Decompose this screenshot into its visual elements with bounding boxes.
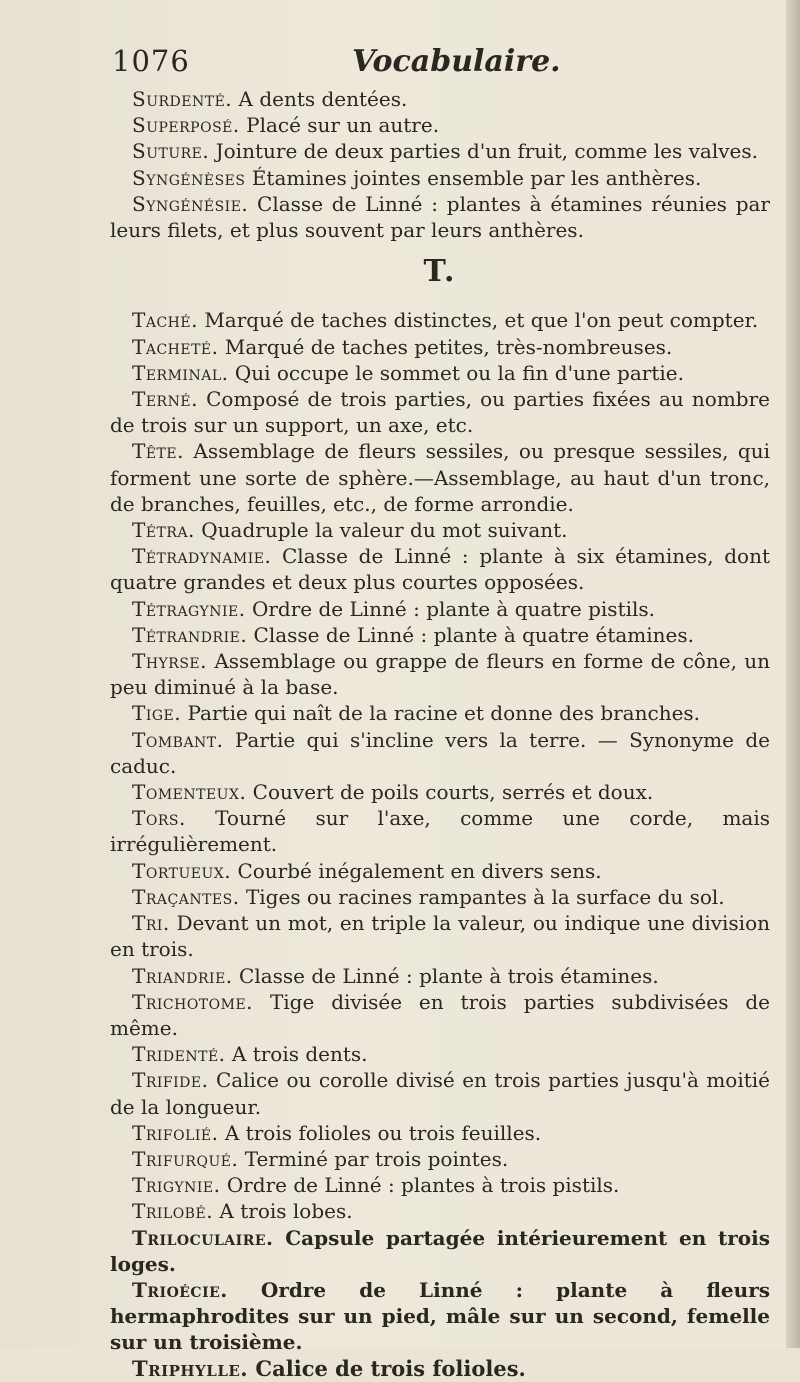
entry-term: Thyrse. — [132, 649, 207, 674]
page-edge — [786, 0, 800, 1348]
glossary-entry — [110, 86, 770, 112]
entry-definition: Classe de Linné : plante à trois étamines. — [239, 963, 659, 988]
entry-definition: Tige divisée en trois parties subdivisées de même. — [110, 989, 770, 1040]
entry-definition: Terminé par trois pointes. — [244, 1146, 509, 1171]
glossary-entry — [110, 334, 770, 360]
entry-definition: Marqué de taches distinctes, et que l'on peut compter. — [204, 308, 759, 333]
entry-term: Tors. — [132, 806, 186, 831]
entry-definition: Partie qui naît de la racine et donne des branches. — [187, 701, 701, 726]
glossary-entry — [110, 191, 770, 243]
entry-definition: Ordre de Linné : plantes à trois pistils. — [226, 1173, 620, 1198]
entry-definition: A trois lobes. — [219, 1199, 353, 1224]
entry-definition: Qui occupe le sommet ou la fin d'une partie. — [234, 360, 684, 385]
entry-term: Tête. — [132, 439, 184, 464]
entry-definition: Couvert de poils courts, serrés et doux. — [252, 780, 654, 805]
entry-term: Tomenteux. — [132, 780, 247, 805]
glossary-entry — [110, 438, 770, 517]
entry-definition: Ordre de Linné : plante à quatre pistils. — [251, 596, 656, 621]
entry-definition: Tourné sur l'axe, comme une corde, mais irrégulièrement. — [110, 806, 770, 857]
entry-term: Trigynie. — [132, 1173, 221, 1198]
entry-term: Triloculaire. — [132, 1225, 274, 1250]
entry-term: Triandrie. — [132, 963, 233, 988]
entry-definition: Assemblage de fleurs sessiles, ou presque sessiles, qui forment une sorte de sphère.—Assemblage, au haut d'un tronc, de branches, feuilles, etc., de forme arrondie. — [110, 439, 770, 516]
entry-definition: Classe de Linné : plante à six étamines, dont quatre grandes et deux plus courtes opposées. — [110, 544, 770, 595]
glossary-entry — [110, 1067, 770, 1119]
entry-definition: Calice de trois folioles. — [255, 1355, 526, 1381]
glossary-entry — [110, 622, 770, 648]
entry-definition: Partie qui s'incline vers la terre. — Synonyme de caduc. — [110, 727, 770, 778]
glossary-entry — [110, 1146, 770, 1172]
glossary-entry — [110, 138, 770, 164]
entry-term: Terné. — [132, 387, 198, 412]
entry-term: Tétragynie. — [132, 596, 246, 621]
entry-term: Trioécie. — [132, 1277, 228, 1302]
entry-term: Terminal. — [132, 360, 229, 385]
entry-term: Syngénèses — [132, 165, 246, 190]
glossary-entry — [110, 1041, 770, 1067]
entry-term: Trilobé. — [132, 1199, 214, 1224]
entry-definition: Calice ou corolle divisé en trois parties jusqu'à moitié de la longueur. — [110, 1068, 771, 1119]
entry-term: Tortueux. — [132, 858, 232, 883]
entry-definition: Courbé inégalement en divers sens. — [237, 858, 602, 883]
glossary-entry — [110, 517, 770, 543]
entry-term: Trifurqué. — [132, 1146, 239, 1171]
entry-term: Tétradynamie. — [132, 544, 272, 569]
entry-term: Tétra. — [132, 518, 195, 543]
glossary-entry — [110, 596, 770, 622]
glossary-entry — [110, 1356, 770, 1382]
entry-definition: Composé de trois parties, ou parties fixées au nombre de trois sur un support, un axe, etc. — [110, 387, 770, 438]
entry-term: Traçantes. — [132, 884, 240, 909]
page-header — [108, 44, 768, 84]
entry-term: Triphylle. — [132, 1355, 249, 1381]
entry-term: Trifolié. — [132, 1120, 219, 1145]
entry-definition: Ordre de Linné : plante à fleurs hermaphrodites sur un pied, mâle sur un second, femelle sur un troisième. — [110, 1277, 770, 1355]
entry-definition: Jointure de deux parties d'un fruit, comme les valves. — [215, 139, 758, 164]
entry-term: Tridenté. — [132, 1042, 226, 1067]
glossary-entry — [110, 884, 770, 910]
glossary-entry — [110, 779, 770, 805]
running-head: Vocabulaire. — [352, 44, 561, 79]
entry-definition: Capsule partagée intérieurement en trois loges. — [110, 1225, 770, 1276]
entry-definition: Étamines jointes ensemble par les anthères. — [251, 165, 702, 190]
entry-term: Trifide. — [132, 1068, 209, 1093]
glossary-entry — [110, 165, 770, 191]
glossary-entry — [110, 648, 770, 700]
entry-definition: A trois dents. — [231, 1042, 368, 1067]
entry-definition: Quadruple la valeur du mot suivant. — [201, 518, 568, 543]
glossary-entry — [110, 805, 770, 857]
entry-definition: A dents dentées. — [238, 87, 408, 111]
entry-term: Syngénésie. — [132, 191, 249, 216]
entry-term: Tétrandrie. — [132, 622, 248, 647]
entry-term: Tige. — [132, 701, 182, 726]
entry-definition: Devant un mot, en triple la valeur, ou indique une division en trois. — [110, 911, 771, 962]
glossary-entry — [110, 989, 770, 1041]
entry-definition: Marqué de taches petites, très-nombreuses. — [224, 334, 673, 359]
entry-term: Tri. — [132, 911, 170, 936]
glossary-entry — [110, 1120, 770, 1146]
entry-definition: Classe de Linné : plantes à étamines réunies par leurs filets, et plus souvent par leurs anthères. — [110, 191, 770, 243]
glossary-entry — [110, 386, 770, 438]
glossary-entry — [110, 727, 770, 779]
entry-definition: Tiges ou racines rampantes à la surface du sol. — [245, 884, 725, 909]
entry-term: Superposé. — [132, 113, 240, 138]
entries-after — [110, 307, 770, 1381]
entry-term: Suture. — [132, 139, 210, 164]
glossary-entry — [110, 1172, 770, 1198]
entries-before — [110, 86, 770, 243]
glossary-entry — [110, 543, 770, 595]
glossary-entry — [110, 1198, 770, 1224]
glossary-entry — [110, 858, 770, 884]
entry-definition: Classe de Linné : plante à quatre étamines. — [253, 622, 695, 647]
entry-term: Tombant. — [132, 727, 224, 752]
entry-definition: A trois folioles ou trois feuilles. — [224, 1120, 542, 1145]
entry-term: Trichotome. — [132, 989, 254, 1014]
entry-definition: Assemblage ou grappe de fleurs en forme de cône, un peu diminué à la base. — [110, 649, 770, 700]
glossary-entry — [110, 360, 770, 386]
entry-definition: Placé sur un autre. — [246, 113, 440, 138]
glossary-entry — [110, 1225, 770, 1277]
entry-term: Surdenté. — [132, 87, 233, 111]
glossary-entry — [110, 963, 770, 989]
glossary-text — [110, 86, 770, 1382]
section-letter: T. — [423, 254, 457, 290]
glossary-entry — [110, 700, 770, 726]
entry-term: Tacheté. — [132, 334, 219, 359]
page-number: 1076 — [112, 44, 190, 78]
glossary-entry — [110, 112, 770, 138]
glossary-entry — [110, 910, 770, 962]
glossary-entry — [110, 1277, 770, 1356]
entry-term: Taché. — [132, 308, 198, 333]
glossary-entry — [110, 307, 770, 333]
